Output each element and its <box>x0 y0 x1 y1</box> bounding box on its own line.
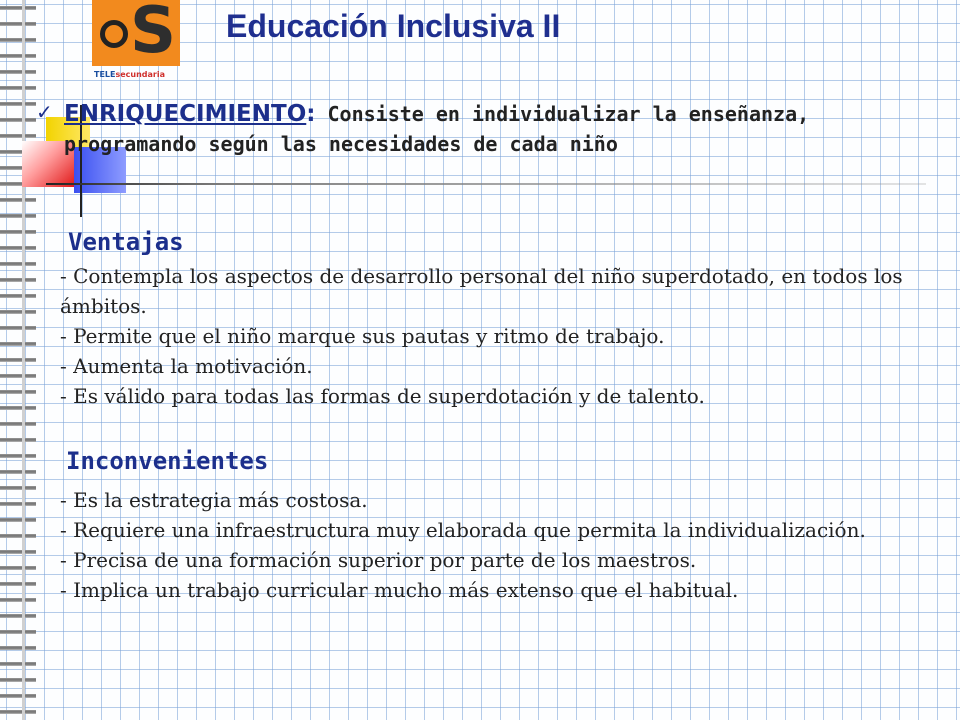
logo-ring-icon <box>100 20 128 48</box>
inconvenientes-heading: Inconvenientes <box>66 447 269 475</box>
check-icon: ✓ <box>36 100 53 124</box>
list-item: - Es válido para todas las formas de superdotación y de talento. <box>60 384 705 408</box>
list-item: - Requiere una infraestructura muy elaborada que permita la individualización. <box>60 518 866 542</box>
intro-term: ENRIQUECIMIENTO <box>64 101 307 127</box>
page-title: Educación Inclusiva II <box>226 8 561 44</box>
list-item: - Es la estrategia más costosa. <box>60 488 368 512</box>
list-item: - Permite que el niño marque sus pautas y ritmo de trabajo. <box>60 324 665 348</box>
intro-paragraph: ENRIQUECIMIENTO: Consiste en individualizar la enseñanza, programando según las necesidades de cada niño <box>64 101 810 156</box>
logo-caption: TELEsecundaria <box>94 70 166 79</box>
logo-letter: S <box>130 0 177 68</box>
ventajas-list <box>60 261 950 411</box>
list-item: - Implica un trabajo curricular mucho más extenso que el habitual. <box>60 578 739 602</box>
list-item: - Aumenta la motivación. <box>60 354 313 378</box>
ventajas-heading: Ventajas <box>68 228 184 256</box>
horizontal-rule <box>46 183 926 185</box>
telesecundaria-logo <box>92 0 188 86</box>
intro-text: Consiste en individualizar la enseñanza, programando según las necesidades de cada niño <box>64 102 810 156</box>
list-item: - Contempla los aspectos de desarrollo personal del niño superdotado, en todos los ámbitos. <box>60 264 903 318</box>
list-item: - Precisa de una formación superior por parte de los maestros. <box>60 548 697 572</box>
inconvenientes-list <box>60 485 950 605</box>
